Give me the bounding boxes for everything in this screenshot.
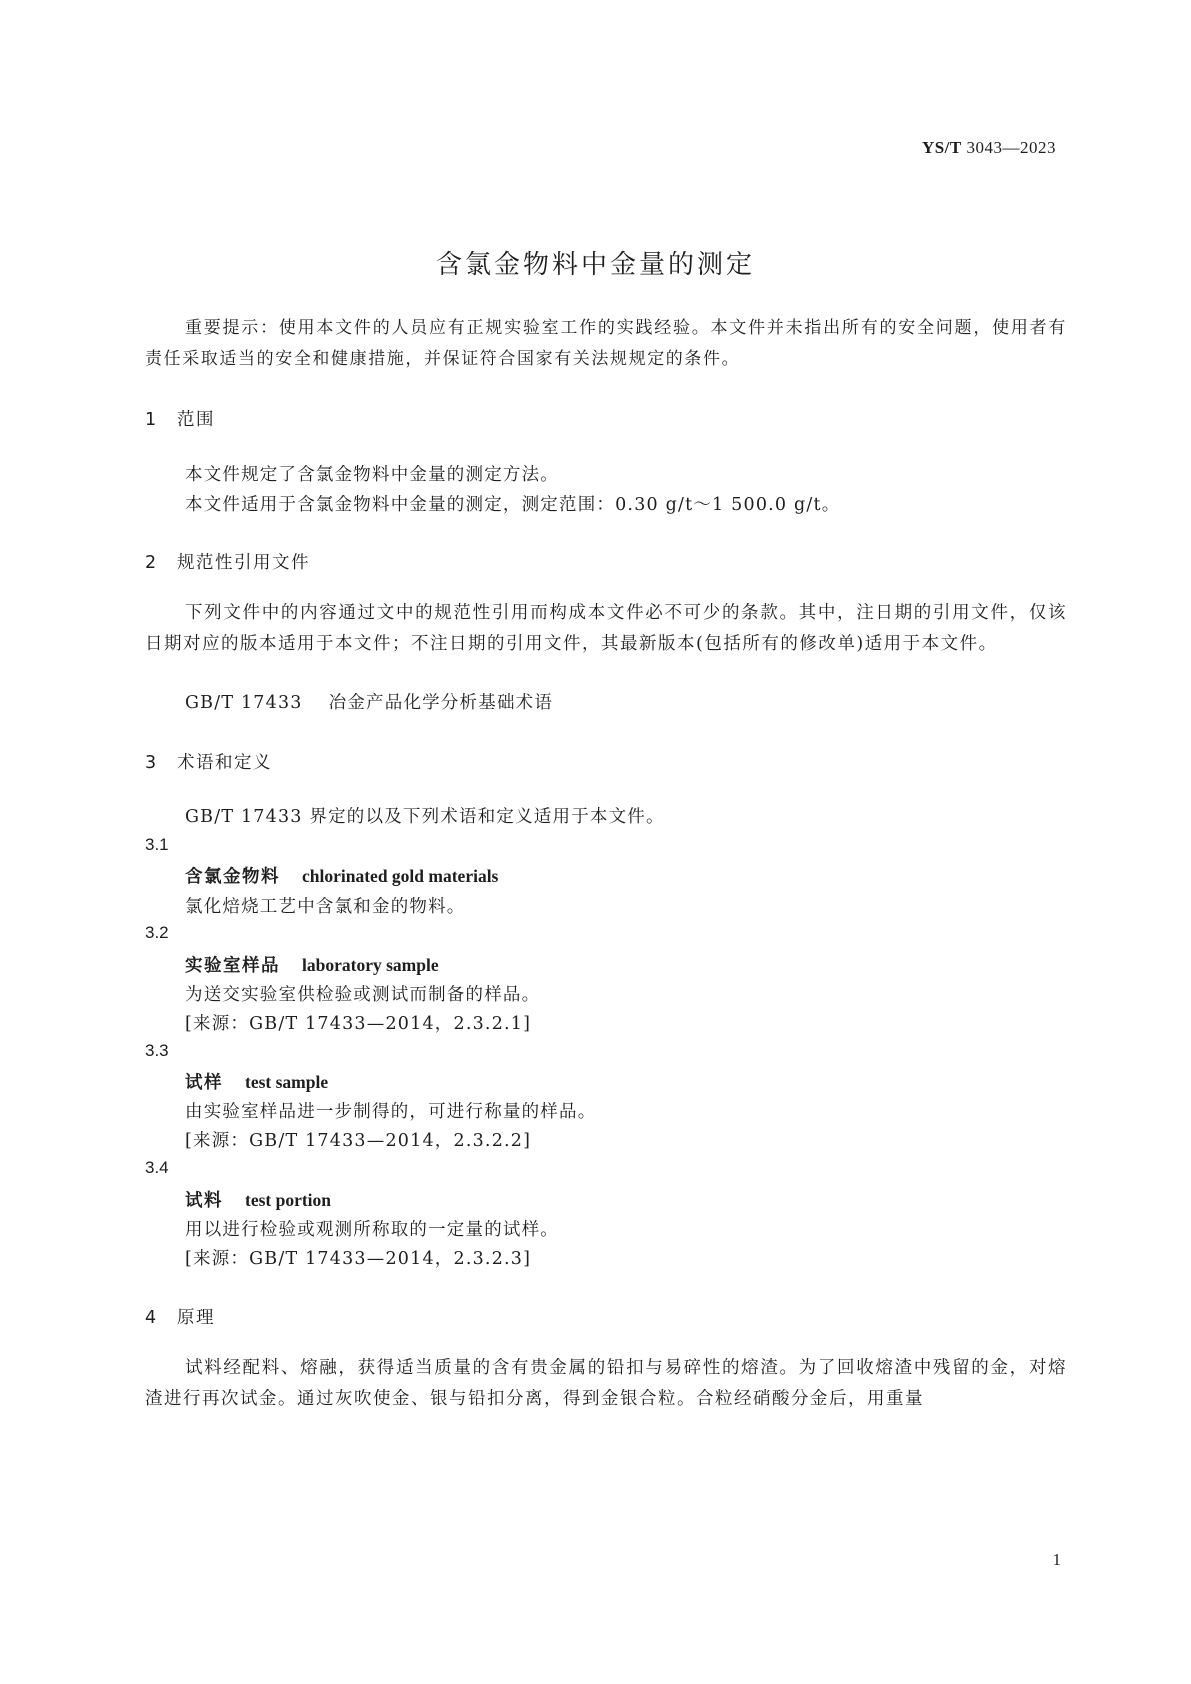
term-chinese: 实验室样品 — [185, 956, 280, 976]
section-number: 2 — [145, 553, 158, 573]
section-number: 1 — [145, 410, 158, 430]
section-1-heading — [145, 406, 215, 431]
standard-number — [922, 138, 1056, 158]
term-number: 3.2 — [145, 923, 169, 942]
principle-paragraph: 试料经配料、熔融，获得适当质量的含有贵金属的铅扣与易碎性的熔渣。为了回收熔渣中残留的金，对熔渣进行再次试金。通过灰吹使金、银与铅扣分离，得到金银合粒。合粒经硝酸分金后，用重量 — [145, 1358, 1067, 1409]
term-chinese: 含氯金物料 — [185, 867, 280, 887]
term-definition: 由实验室样品进一步制得的，可进行称量的样品。 — [185, 1102, 597, 1122]
section-title: 原理 — [177, 1308, 215, 1328]
scope-paragraph-2: 本文件适用于含氯金物料中金量的测定，测定范围：0.30 g/t～1 500.0 g/t。 — [185, 495, 841, 515]
term-definition: 用以进行检验或观测所称取的一定量的试样。 — [185, 1220, 559, 1240]
section-title: 规范性引用文件 — [177, 553, 310, 573]
reference-entry — [185, 689, 553, 714]
safety-notice: 重要提示：使用本文件的人员应有正规实验室工作的实践经验。本文件并未指出所有的安全问题，使用者有责任采取适当的安全和健康措施，并保证符合国家有关法规规定的条件。 — [145, 318, 1067, 369]
term-definition: 氯化焙烧工艺中含氯和金的物料。 — [185, 897, 466, 917]
document-title: 含氯金物料中金量的测定 — [435, 250, 755, 280]
normative-references-paragraph: 下列文件中的内容通过文中的规范性引用而构成本文件必不可少的条款。其中，注日期的引用文件，仅该日期对应的版本适用于本文件；不注日期的引用文件，其最新版本(包括所有的修改单)适用于本文件。 — [145, 603, 1067, 654]
section-4-heading — [145, 1304, 215, 1329]
term-source: [来源：GB/T 17433—2014，2.3.2.3] — [185, 1249, 532, 1269]
scope-paragraph-1: 本文件规定了含氯金物料中金量的测定方法。 — [185, 465, 559, 485]
term-english: test sample — [245, 1072, 329, 1092]
term-heading — [185, 1187, 331, 1212]
page-number: 1 — [1052, 1550, 1061, 1569]
terms-intro: GB/T 17433 界定的以及下列术语和定义适用于本文件。 — [185, 807, 665, 827]
term-chinese: 试料 — [185, 1191, 223, 1211]
term-source: [来源：GB/T 17433—2014，2.3.2.2] — [185, 1131, 532, 1151]
term-source: [来源：GB/T 17433—2014，2.3.2.1] — [185, 1014, 532, 1034]
standard-code: 3043—2023 — [966, 138, 1056, 157]
term-heading — [185, 1069, 328, 1094]
section-number: 4 — [145, 1308, 158, 1328]
term-heading — [185, 863, 498, 888]
section-title: 术语和定义 — [177, 753, 272, 773]
term-english: chlorinated gold materials — [302, 866, 499, 886]
term-number: 3.3 — [145, 1041, 169, 1060]
reference-document-title: 冶金产品化学分析基础术语 — [328, 693, 554, 713]
term-number: 3.4 — [145, 1158, 169, 1177]
section-number: 3 — [145, 753, 158, 773]
term-chinese: 试样 — [185, 1073, 223, 1093]
term-english: laboratory sample — [302, 955, 439, 975]
term-english: test portion — [245, 1190, 332, 1210]
section-title: 范围 — [177, 410, 215, 430]
section-3-heading — [145, 749, 272, 774]
section-2-heading — [145, 549, 310, 574]
term-heading — [185, 952, 439, 977]
reference-document-number: GB/T 17433 — [185, 693, 303, 713]
term-number: 3.1 — [145, 835, 169, 854]
term-definition: 为送交实验室供检验或测试而制备的样品。 — [185, 985, 541, 1005]
standard-prefix: YS/T — [921, 138, 962, 157]
